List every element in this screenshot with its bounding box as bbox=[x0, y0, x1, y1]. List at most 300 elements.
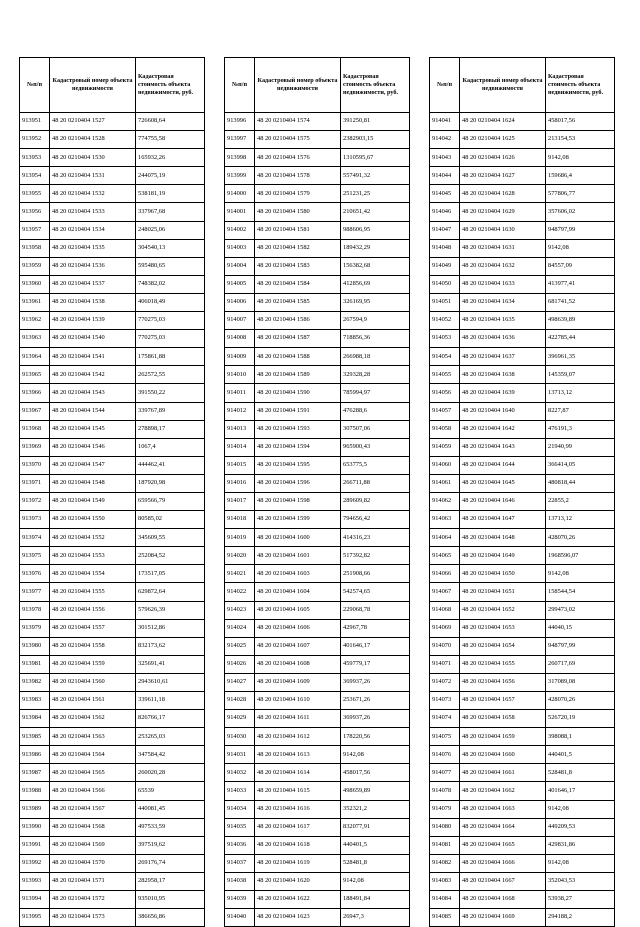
header-cadastral-number: Кадастровый номер объекта недвижимости bbox=[50, 58, 136, 113]
cadastral-value: 965900,43 bbox=[341, 438, 410, 456]
table-row bbox=[20, 800, 205, 818]
table-row bbox=[430, 275, 615, 293]
table-row bbox=[430, 692, 615, 710]
row-number: 913951 bbox=[20, 113, 50, 131]
table-row bbox=[20, 601, 205, 619]
table-row bbox=[430, 800, 615, 818]
row-number: 914013 bbox=[225, 420, 255, 438]
row-number: 914052 bbox=[430, 312, 460, 330]
table-row bbox=[430, 891, 615, 909]
table-row bbox=[430, 474, 615, 492]
table-row bbox=[225, 619, 410, 637]
table-row bbox=[225, 113, 410, 131]
cadastral-value: 770275,03 bbox=[136, 330, 205, 348]
cadastral-number: 48 20 0210404 1550 bbox=[50, 511, 136, 529]
table-row bbox=[225, 330, 410, 348]
cadastral-number: 48 20 0210404 1580 bbox=[255, 203, 341, 221]
cadastral-number: 48 20 0210404 1527 bbox=[50, 113, 136, 131]
cadastral-value: 352043,53 bbox=[546, 872, 615, 890]
row-number: 913998 bbox=[225, 149, 255, 167]
cadastral-value: 13713,12 bbox=[546, 384, 615, 402]
row-number: 914071 bbox=[430, 655, 460, 673]
cadastral-number: 48 20 0210404 1568 bbox=[50, 818, 136, 836]
cadastral-value: 175861,88 bbox=[136, 348, 205, 366]
table-row bbox=[430, 764, 615, 782]
header-cadastral-value: Кадастровая стоимость объекта недвижимости, руб. bbox=[136, 58, 205, 113]
cadastral-value: 65539 bbox=[136, 782, 205, 800]
cadastral-value: 440401,5 bbox=[546, 746, 615, 764]
cadastral-value: 396961,35 bbox=[546, 348, 615, 366]
cadastral-value: 459779,17 bbox=[341, 655, 410, 673]
cadastral-value: 391550,22 bbox=[136, 384, 205, 402]
row-number: 914007 bbox=[225, 312, 255, 330]
row-number: 913974 bbox=[20, 529, 50, 547]
cadastral-value: 188491,84 bbox=[341, 891, 410, 909]
table-row bbox=[225, 420, 410, 438]
cadastral-value: 278898,17 bbox=[136, 420, 205, 438]
table-row bbox=[225, 655, 410, 673]
cadastral-number: 48 20 0210404 1625 bbox=[460, 131, 546, 149]
cadastral-number: 48 20 0210404 1555 bbox=[50, 583, 136, 601]
cadastral-number: 48 20 0210404 1649 bbox=[460, 547, 546, 565]
row-number: 914043 bbox=[430, 149, 460, 167]
table-row bbox=[20, 203, 205, 221]
row-number: 913981 bbox=[20, 655, 50, 673]
table-row bbox=[225, 366, 410, 384]
table-row bbox=[430, 872, 615, 890]
cadastral-number: 48 20 0210404 1554 bbox=[50, 565, 136, 583]
cadastral-value: 391250,81 bbox=[341, 113, 410, 131]
cadastral-number: 48 20 0210404 1578 bbox=[255, 167, 341, 185]
cadastral-number: 48 20 0210404 1541 bbox=[50, 348, 136, 366]
cadastral-value: 9142,08 bbox=[546, 565, 615, 583]
cadastral-value: 440081,45 bbox=[136, 800, 205, 818]
row-number: 914005 bbox=[225, 275, 255, 293]
table-header-row bbox=[20, 58, 205, 113]
cadastral-number: 48 20 0210404 1623 bbox=[255, 909, 341, 927]
row-number: 914033 bbox=[225, 782, 255, 800]
row-number: 913993 bbox=[20, 872, 50, 890]
table-row bbox=[20, 366, 205, 384]
cadastral-value: 1310595,67 bbox=[341, 149, 410, 167]
table-row bbox=[430, 221, 615, 239]
row-number: 914048 bbox=[430, 239, 460, 257]
table-row bbox=[430, 293, 615, 311]
row-number: 913973 bbox=[20, 511, 50, 529]
cadastral-number: 48 20 0210404 1654 bbox=[460, 637, 546, 655]
table-row bbox=[225, 782, 410, 800]
cadastral-number: 48 20 0210404 1628 bbox=[460, 185, 546, 203]
cadastral-value: 659566,79 bbox=[136, 492, 205, 510]
cadastral-number: 48 20 0210404 1543 bbox=[50, 384, 136, 402]
table-row bbox=[430, 167, 615, 185]
cadastral-value: 401646,17 bbox=[341, 637, 410, 655]
table-row bbox=[225, 384, 410, 402]
cadastral-number: 48 20 0210404 1561 bbox=[50, 692, 136, 710]
cadastral-value: 253265,03 bbox=[136, 728, 205, 746]
row-number: 914061 bbox=[430, 474, 460, 492]
table-row bbox=[225, 239, 410, 257]
table-row bbox=[20, 221, 205, 239]
row-number: 914038 bbox=[225, 872, 255, 890]
row-number: 914058 bbox=[430, 420, 460, 438]
row-number: 914053 bbox=[430, 330, 460, 348]
cadastral-value: 528481,8 bbox=[546, 764, 615, 782]
cadastral-number: 48 20 0210404 1639 bbox=[460, 384, 546, 402]
row-number: 914036 bbox=[225, 836, 255, 854]
table-row bbox=[20, 113, 205, 131]
table-row bbox=[430, 909, 615, 927]
table-row bbox=[430, 384, 615, 402]
cadastral-number: 48 20 0210404 1562 bbox=[50, 710, 136, 728]
cadastral-value: 369937,26 bbox=[341, 710, 410, 728]
row-number: 913970 bbox=[20, 456, 50, 474]
table-row bbox=[225, 203, 410, 221]
cadastral-number: 48 20 0210404 1528 bbox=[50, 131, 136, 149]
cadastral-value: 53938,27 bbox=[546, 891, 615, 909]
row-number: 914065 bbox=[430, 547, 460, 565]
cadastral-value: 794656,42 bbox=[341, 511, 410, 529]
cadastral-number: 48 20 0210404 1614 bbox=[255, 764, 341, 782]
row-number: 913967 bbox=[20, 402, 50, 420]
table-row bbox=[430, 655, 615, 673]
table-row bbox=[225, 836, 410, 854]
cadastral-number: 48 20 0210404 1662 bbox=[460, 782, 546, 800]
table-row bbox=[225, 438, 410, 456]
row-number: 914032 bbox=[225, 764, 255, 782]
cadastral-value: 301512,86 bbox=[136, 619, 205, 637]
row-number: 913985 bbox=[20, 728, 50, 746]
cadastral-number: 48 20 0210404 1627 bbox=[460, 167, 546, 185]
table-row bbox=[225, 348, 410, 366]
table-row bbox=[225, 456, 410, 474]
cadastral-value: 726608,64 bbox=[136, 113, 205, 131]
table-row bbox=[20, 348, 205, 366]
cadastral-number: 48 20 0210404 1575 bbox=[255, 131, 341, 149]
cadastral-value: 253671,26 bbox=[341, 692, 410, 710]
cadastral-number: 48 20 0210404 1558 bbox=[50, 637, 136, 655]
row-number: 914015 bbox=[225, 456, 255, 474]
table-row bbox=[430, 330, 615, 348]
row-number: 914070 bbox=[430, 637, 460, 655]
row-number: 914064 bbox=[430, 529, 460, 547]
row-number: 914062 bbox=[430, 492, 460, 510]
cadastral-number: 48 20 0210404 1537 bbox=[50, 275, 136, 293]
cadastral-number: 48 20 0210404 1566 bbox=[50, 782, 136, 800]
cadastral-number: 48 20 0210404 1663 bbox=[460, 800, 546, 818]
row-number: 914028 bbox=[225, 692, 255, 710]
table-row bbox=[430, 673, 615, 691]
cadastral-value: 497533,59 bbox=[136, 818, 205, 836]
table-row bbox=[20, 438, 205, 456]
cadastral-value: 366414,05 bbox=[546, 456, 615, 474]
cadastral-number: 48 20 0210404 1646 bbox=[460, 492, 546, 510]
cadastral-number: 48 20 0210404 1567 bbox=[50, 800, 136, 818]
row-number: 913988 bbox=[20, 782, 50, 800]
cadastral-value: 538181,19 bbox=[136, 185, 205, 203]
row-number: 914069 bbox=[430, 619, 460, 637]
row-number: 914001 bbox=[225, 203, 255, 221]
cadastral-number: 48 20 0210404 1564 bbox=[50, 746, 136, 764]
table-row bbox=[430, 547, 615, 565]
table-row bbox=[225, 601, 410, 619]
row-number: 914077 bbox=[430, 764, 460, 782]
cadastral-value: 595480,65 bbox=[136, 257, 205, 275]
cadastral-number: 48 20 0210404 1579 bbox=[255, 185, 341, 203]
cadastral-number: 48 20 0210404 1548 bbox=[50, 474, 136, 492]
table-row bbox=[20, 710, 205, 728]
cadastral-number: 48 20 0210404 1638 bbox=[460, 366, 546, 384]
cadastral-number: 48 20 0210404 1570 bbox=[50, 854, 136, 872]
cadastral-number: 48 20 0210404 1545 bbox=[50, 420, 136, 438]
cadastral-number: 48 20 0210404 1557 bbox=[50, 619, 136, 637]
cadastral-value: 158544,54 bbox=[546, 583, 615, 601]
cadastral-value: 339611,18 bbox=[136, 692, 205, 710]
table-row bbox=[430, 637, 615, 655]
row-number: 913979 bbox=[20, 619, 50, 637]
table-row bbox=[430, 565, 615, 583]
table-row bbox=[225, 257, 410, 275]
table-row bbox=[20, 149, 205, 167]
cadastral-value: 832173,62 bbox=[136, 637, 205, 655]
row-number: 914008 bbox=[225, 330, 255, 348]
cadastral-value: 401646,17 bbox=[546, 782, 615, 800]
table-row bbox=[430, 239, 615, 257]
cadastral-value: 80585,02 bbox=[136, 511, 205, 529]
table-row bbox=[430, 203, 615, 221]
cadastral-number: 48 20 0210404 1631 bbox=[460, 239, 546, 257]
cadastral-number: 48 20 0210404 1615 bbox=[255, 782, 341, 800]
cadastral-number: 48 20 0210404 1618 bbox=[255, 836, 341, 854]
header-number: №п/п bbox=[430, 58, 460, 113]
cadastral-number: 48 20 0210404 1610 bbox=[255, 692, 341, 710]
cadastral-value: 294188,2 bbox=[546, 909, 615, 927]
cadastral-value: 498639,89 bbox=[546, 312, 615, 330]
cadastral-number: 48 20 0210404 1635 bbox=[460, 312, 546, 330]
table-row bbox=[20, 836, 205, 854]
row-number: 913954 bbox=[20, 167, 50, 185]
row-number: 914085 bbox=[430, 909, 460, 927]
row-number: 914031 bbox=[225, 746, 255, 764]
row-number: 914082 bbox=[430, 854, 460, 872]
cadastral-value: 948797,99 bbox=[546, 637, 615, 655]
cadastral-number: 48 20 0210404 1571 bbox=[50, 872, 136, 890]
cadastral-value: 325691,41 bbox=[136, 655, 205, 673]
row-number: 914081 bbox=[430, 836, 460, 854]
table-row bbox=[430, 818, 615, 836]
table-row bbox=[225, 891, 410, 909]
cadastral-value: 653775,5 bbox=[341, 456, 410, 474]
cadastral-number: 48 20 0210404 1640 bbox=[460, 402, 546, 420]
table-row bbox=[430, 710, 615, 728]
cadastral-value: 9142,08 bbox=[341, 746, 410, 764]
table-row bbox=[430, 456, 615, 474]
cadastral-value: 84557,09 bbox=[546, 257, 615, 275]
cadastral-number: 48 20 0210404 1624 bbox=[460, 113, 546, 131]
table-row bbox=[20, 511, 205, 529]
header-number: №п/п bbox=[225, 58, 255, 113]
cadastral-value: 577806,77 bbox=[546, 185, 615, 203]
row-number: 914049 bbox=[430, 257, 460, 275]
cadastral-value: 145359,07 bbox=[546, 366, 615, 384]
cadastral-value: 2382903,15 bbox=[341, 131, 410, 149]
cadastral-table-1 bbox=[19, 57, 205, 927]
cadastral-value: 526720,19 bbox=[546, 710, 615, 728]
table-row bbox=[430, 131, 615, 149]
table-row bbox=[225, 746, 410, 764]
cadastral-number: 48 20 0210404 1596 bbox=[255, 474, 341, 492]
cadastral-number: 48 20 0210404 1607 bbox=[255, 637, 341, 655]
table-row bbox=[20, 782, 205, 800]
cadastral-value: 357606,02 bbox=[546, 203, 615, 221]
cadastral-value: 178220,56 bbox=[341, 728, 410, 746]
row-number: 914080 bbox=[430, 818, 460, 836]
cadastral-value: 718856,36 bbox=[341, 330, 410, 348]
table-row bbox=[225, 818, 410, 836]
row-number: 913959 bbox=[20, 257, 50, 275]
row-number: 914047 bbox=[430, 221, 460, 239]
table-row bbox=[20, 728, 205, 746]
cadastral-number: 48 20 0210404 1556 bbox=[50, 601, 136, 619]
table-row bbox=[225, 565, 410, 583]
table-row bbox=[430, 402, 615, 420]
row-number: 914056 bbox=[430, 384, 460, 402]
cadastral-value: 329328,28 bbox=[341, 366, 410, 384]
cadastral-value: 369937,26 bbox=[341, 673, 410, 691]
table-row bbox=[20, 330, 205, 348]
cadastral-table-2 bbox=[224, 57, 410, 927]
cadastral-number: 48 20 0210404 1560 bbox=[50, 673, 136, 691]
cadastral-number: 48 20 0210404 1542 bbox=[50, 366, 136, 384]
cadastral-value: 444462,41 bbox=[136, 456, 205, 474]
cadastral-value: 458017,56 bbox=[546, 113, 615, 131]
table-row bbox=[430, 728, 615, 746]
cadastral-value: 299473,02 bbox=[546, 601, 615, 619]
row-number: 914050 bbox=[430, 275, 460, 293]
cadastral-value: 9142,08 bbox=[546, 149, 615, 167]
cadastral-value: 269176,74 bbox=[136, 854, 205, 872]
row-number: 914072 bbox=[430, 673, 460, 691]
row-number: 914006 bbox=[225, 293, 255, 311]
cadastral-number: 48 20 0210404 1660 bbox=[460, 746, 546, 764]
row-number: 913986 bbox=[20, 746, 50, 764]
row-number: 913972 bbox=[20, 492, 50, 510]
row-number: 913968 bbox=[20, 420, 50, 438]
cadastral-number: 48 20 0210404 1622 bbox=[255, 891, 341, 909]
table-row bbox=[430, 782, 615, 800]
cadastral-number: 48 20 0210404 1612 bbox=[255, 728, 341, 746]
cadastral-value: 480818,44 bbox=[546, 474, 615, 492]
row-number: 914024 bbox=[225, 619, 255, 637]
cadastral-value: 826766,17 bbox=[136, 710, 205, 728]
cadastral-number: 48 20 0210404 1583 bbox=[255, 257, 341, 275]
table-row bbox=[225, 312, 410, 330]
cadastral-number: 48 20 0210404 1582 bbox=[255, 239, 341, 257]
cadastral-number: 48 20 0210404 1576 bbox=[255, 149, 341, 167]
cadastral-value: 988606,95 bbox=[341, 221, 410, 239]
cadastral-number: 48 20 0210404 1652 bbox=[460, 601, 546, 619]
row-number: 914017 bbox=[225, 492, 255, 510]
cadastral-number: 48 20 0210404 1604 bbox=[255, 583, 341, 601]
table-row bbox=[20, 818, 205, 836]
table-row bbox=[430, 113, 615, 131]
cadastral-number: 48 20 0210404 1655 bbox=[460, 655, 546, 673]
cadastral-value: 8227,87 bbox=[546, 402, 615, 420]
table-row bbox=[430, 257, 615, 275]
cadastral-number: 48 20 0210404 1617 bbox=[255, 818, 341, 836]
cadastral-value: 267594,9 bbox=[341, 312, 410, 330]
table-row bbox=[225, 547, 410, 565]
row-number: 913996 bbox=[225, 113, 255, 131]
cadastral-value: 159686,4 bbox=[546, 167, 615, 185]
cadastral-number: 48 20 0210404 1559 bbox=[50, 655, 136, 673]
row-number: 914027 bbox=[225, 673, 255, 691]
row-number: 913980 bbox=[20, 637, 50, 655]
cadastral-value: 770275,03 bbox=[136, 312, 205, 330]
row-number: 914025 bbox=[225, 637, 255, 655]
cadastral-number: 48 20 0210404 1659 bbox=[460, 728, 546, 746]
cadastral-value: 422785,44 bbox=[546, 330, 615, 348]
cadastral-value: 428070,26 bbox=[546, 529, 615, 547]
cadastral-number: 48 20 0210404 1531 bbox=[50, 167, 136, 185]
cadastral-value: 428070,26 bbox=[546, 692, 615, 710]
row-number: 914059 bbox=[430, 438, 460, 456]
row-number: 914004 bbox=[225, 257, 255, 275]
header-cadastral-value: Кадастровая стоимость объекта недвижимости, руб. bbox=[546, 58, 615, 113]
cadastral-value: 260717,69 bbox=[546, 655, 615, 673]
row-number: 914073 bbox=[430, 692, 460, 710]
cadastral-value: 248025,06 bbox=[136, 221, 205, 239]
row-number: 914060 bbox=[430, 456, 460, 474]
cadastral-number: 48 20 0210404 1565 bbox=[50, 764, 136, 782]
row-number: 914035 bbox=[225, 818, 255, 836]
table-row bbox=[20, 854, 205, 872]
cadastral-value: 347584,42 bbox=[136, 746, 205, 764]
table-row bbox=[20, 891, 205, 909]
table-row bbox=[20, 692, 205, 710]
cadastral-value: 304540,13 bbox=[136, 239, 205, 257]
cadastral-number: 48 20 0210404 1569 bbox=[50, 836, 136, 854]
cadastral-number: 48 20 0210404 1584 bbox=[255, 275, 341, 293]
cadastral-number: 48 20 0210404 1563 bbox=[50, 728, 136, 746]
cadastral-value: 307507,06 bbox=[341, 420, 410, 438]
cadastral-value: 317089,08 bbox=[546, 673, 615, 691]
cadastral-value: 476288,6 bbox=[341, 402, 410, 420]
cadastral-value: 9142,08 bbox=[546, 800, 615, 818]
cadastral-number: 48 20 0210404 1669 bbox=[460, 909, 546, 927]
cadastral-value: 9142,08 bbox=[341, 872, 410, 890]
row-number: 913966 bbox=[20, 384, 50, 402]
row-number: 914023 bbox=[225, 601, 255, 619]
cadastral-number: 48 20 0210404 1601 bbox=[255, 547, 341, 565]
row-number: 914009 bbox=[225, 348, 255, 366]
cadastral-value: 210651,42 bbox=[341, 203, 410, 221]
table-row bbox=[225, 492, 410, 510]
table-row bbox=[225, 710, 410, 728]
table-row bbox=[430, 529, 615, 547]
cadastral-value: 413977,41 bbox=[546, 275, 615, 293]
table-row bbox=[430, 619, 615, 637]
cadastral-number: 48 20 0210404 1645 bbox=[460, 474, 546, 492]
row-number: 913962 bbox=[20, 312, 50, 330]
cadastral-number: 48 20 0210404 1647 bbox=[460, 511, 546, 529]
cadastral-value: 345609,55 bbox=[136, 529, 205, 547]
cadastral-table-3 bbox=[429, 57, 615, 927]
row-number: 914084 bbox=[430, 891, 460, 909]
table-row bbox=[20, 384, 205, 402]
cadastral-value: 542574,65 bbox=[341, 583, 410, 601]
cadastral-number: 48 20 0210404 1574 bbox=[255, 113, 341, 131]
